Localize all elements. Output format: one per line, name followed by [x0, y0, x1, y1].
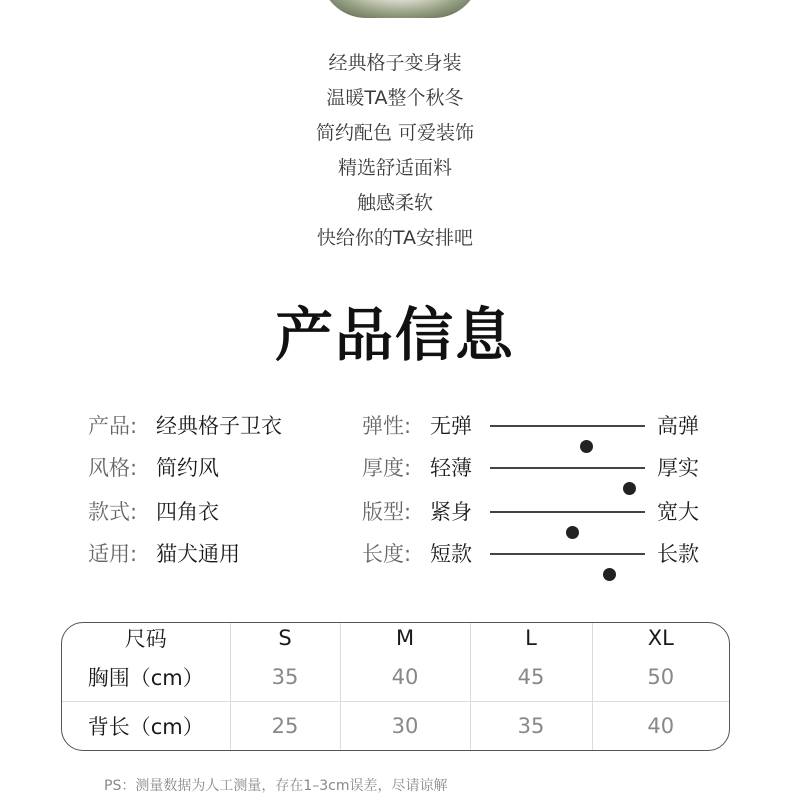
scale-track — [490, 553, 645, 555]
slogan-line: 触感柔软 — [356, 192, 433, 214]
info-key: 款式: — [88, 500, 138, 524]
size-cell: 30 — [340, 702, 470, 751]
scale-high-label: 宽大 — [657, 500, 699, 524]
size-cell: 45 — [470, 653, 592, 702]
scale-key: 厚度: — [362, 456, 412, 480]
product-photo-bottom-edge — [320, 0, 480, 18]
product-info — [0, 404, 790, 584]
size-header-row — [62, 623, 729, 653]
scale-low-label: 轻薄 — [430, 456, 472, 480]
table-row — [62, 653, 729, 702]
info-value: 经典格子卫衣 — [156, 414, 282, 438]
info-key: 产品: — [88, 414, 138, 438]
scale-high-label: 长款 — [657, 542, 699, 566]
scale-key: 弹性: — [362, 414, 412, 438]
info-value: 简约风 — [156, 456, 219, 480]
slogan-line: 简约配色 可爱装饰 — [315, 122, 475, 144]
info-value: 猫犬通用 — [156, 542, 240, 566]
scale-low-label: 紧身 — [430, 500, 472, 524]
slogan-line: 温暖TA整个秋冬 — [326, 87, 464, 109]
scale-key: 长度: — [362, 542, 412, 566]
measurement-note: PS：测量数据为人工测量，存在1–3cm误差，尽请谅解 — [104, 778, 448, 794]
size-cell: 50 — [592, 653, 729, 702]
slogan-line: 精选舒适面料 — [337, 157, 452, 179]
scale-high-label: 高弹 — [657, 414, 699, 438]
scale-track — [490, 425, 645, 427]
size-header-cell: 尺码 — [62, 623, 230, 653]
info-row — [0, 532, 790, 576]
info-value: 四角衣 — [156, 500, 219, 524]
scale-low-label: 短款 — [430, 542, 472, 566]
size-cell: 35 — [470, 702, 592, 751]
size-table — [61, 622, 730, 751]
info-key: 适用: — [88, 542, 138, 566]
scale-low-label: 无弹 — [430, 414, 472, 438]
slogan-list — [0, 46, 790, 256]
section-title: 产品信息 — [274, 301, 515, 369]
info-key: 风格: — [88, 456, 138, 480]
scale-track — [490, 467, 645, 469]
size-header-cell: L — [470, 623, 592, 653]
size-header-cell: M — [340, 623, 470, 653]
size-header-cell: S — [230, 623, 340, 653]
size-header-cell: XL — [647, 626, 674, 650]
slogan-line: 快给你的TA安排吧 — [316, 227, 474, 249]
row-label: 胸围（cm） — [62, 653, 230, 702]
scale-track — [490, 511, 645, 513]
table-row — [62, 702, 729, 751]
size-cell: 40 — [340, 653, 470, 702]
scale-key: 版型: — [362, 500, 412, 524]
size-cell: 40 — [647, 714, 675, 738]
slogan-line: 经典格子变身装 — [328, 52, 462, 74]
scale-marker — [603, 568, 616, 581]
size-cell: 25 — [230, 702, 340, 751]
info-row — [0, 490, 790, 534]
info-row — [0, 446, 790, 490]
info-row — [0, 404, 790, 448]
scale-high-label: 厚实 — [657, 456, 699, 480]
size-cell: 35 — [230, 653, 340, 702]
row-label: 背长（cm） — [62, 702, 230, 751]
